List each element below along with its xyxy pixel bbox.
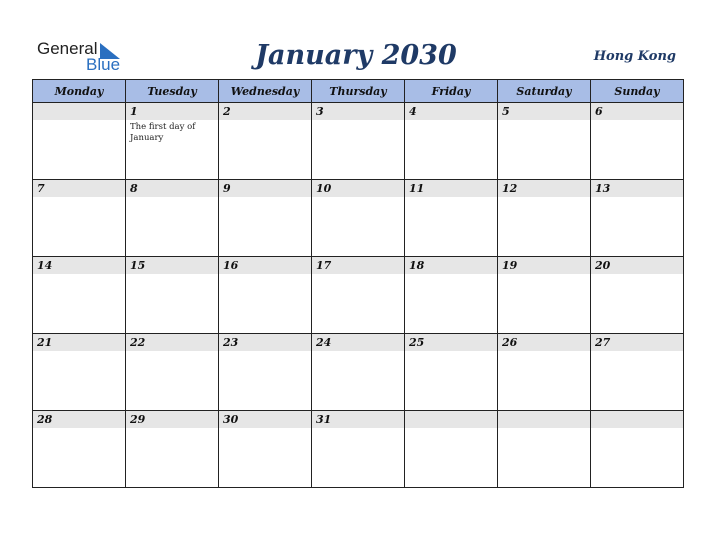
day-event [126,428,218,430]
day-cell [33,411,126,488]
week-row [33,411,684,488]
weekday-header: Tuesday [126,80,219,103]
day-event [312,428,404,430]
day-number: 17 [312,257,404,274]
day-event [405,120,497,122]
day-event [405,197,497,199]
day-number: 3 [312,103,404,120]
day-cell [33,334,126,411]
day-event [498,197,590,199]
day-event [33,274,125,276]
day-number [498,411,590,428]
day-number: 13 [591,180,683,197]
day-number: 15 [126,257,218,274]
week-row [33,103,684,180]
day-cell [126,103,219,180]
day-event [405,428,497,430]
day-cell [312,257,405,334]
day-event [219,274,311,276]
day-cell [591,334,684,411]
day-number: 10 [312,180,404,197]
day-number: 4 [405,103,497,120]
day-event [498,428,590,430]
day-cell [312,411,405,488]
day-event [126,274,218,276]
day-number [33,103,125,120]
day-event [498,120,590,122]
day-cell [126,180,219,257]
day-number: 29 [126,411,218,428]
day-number [591,411,683,428]
day-number: 22 [126,334,218,351]
day-cell [498,103,591,180]
day-cell [405,180,498,257]
day-cell [591,411,684,488]
day-number: 7 [33,180,125,197]
day-event [33,351,125,353]
day-cell [33,103,126,180]
day-number: 23 [219,334,311,351]
region-label: Hong Kong [593,49,676,64]
calendar-grid [32,79,684,488]
day-number: 28 [33,411,125,428]
day-event [498,351,590,353]
day-number: 9 [219,180,311,197]
day-number: 21 [33,334,125,351]
day-number [405,411,497,428]
day-cell [405,257,498,334]
week-row [33,334,684,411]
day-event [33,120,125,122]
day-event [591,428,683,430]
day-cell [312,180,405,257]
day-cell [498,257,591,334]
day-cell [219,334,312,411]
day-event [591,274,683,276]
day-event [219,428,311,430]
day-cell [126,334,219,411]
day-cell [126,411,219,488]
day-cell [126,257,219,334]
day-number: 20 [591,257,683,274]
day-event [405,351,497,353]
day-event [219,351,311,353]
day-number: 18 [405,257,497,274]
day-number: 31 [312,411,404,428]
day-event [591,197,683,199]
weekday-header: Friday [405,80,498,103]
weekday-header-row [33,80,684,103]
day-cell [312,334,405,411]
day-cell [498,180,591,257]
weekday-header: Sunday [591,80,684,103]
day-event [126,197,218,199]
day-event [312,274,404,276]
day-event [312,197,404,199]
day-number: 24 [312,334,404,351]
day-event [312,120,404,122]
weekday-header: Monday [33,80,126,103]
day-event [219,120,311,122]
day-cell [33,257,126,334]
day-cell [498,411,591,488]
day-number: 25 [405,334,497,351]
day-number: 27 [591,334,683,351]
weekday-header: Wednesday [219,80,312,103]
day-cell [498,334,591,411]
day-cell [591,257,684,334]
day-number: 16 [219,257,311,274]
weekday-header: Thursday [312,80,405,103]
day-number: 14 [33,257,125,274]
day-number: 2 [219,103,311,120]
day-cell [405,334,498,411]
day-cell [591,180,684,257]
day-number: 12 [498,180,590,197]
day-event [405,274,497,276]
brand-name-general: General [37,39,98,58]
day-event [591,120,683,122]
day-number: 26 [498,334,590,351]
day-number: 19 [498,257,590,274]
day-number: 8 [126,180,218,197]
day-cell [219,180,312,257]
week-row [33,180,684,257]
calendar-title: January 2030 [255,40,457,71]
day-cell [219,103,312,180]
day-number: 6 [591,103,683,120]
day-number: 5 [498,103,590,120]
day-event: The first day of January [130,122,196,143]
day-event [312,351,404,353]
day-event [498,274,590,276]
day-cell [591,103,684,180]
day-number: 11 [405,180,497,197]
day-event [219,197,311,199]
day-number: 1 [126,103,218,120]
day-cell [219,411,312,488]
weekday-header: Saturday [498,80,591,103]
day-event [591,351,683,353]
day-cell [312,103,405,180]
brand-name-blue: Blue [86,55,121,74]
week-row [33,257,684,334]
day-cell [219,257,312,334]
day-number: 30 [219,411,311,428]
day-cell [405,103,498,180]
day-event [126,351,218,353]
day-event [33,197,125,199]
day-cell [33,180,126,257]
day-cell [405,411,498,488]
day-event [33,428,125,430]
